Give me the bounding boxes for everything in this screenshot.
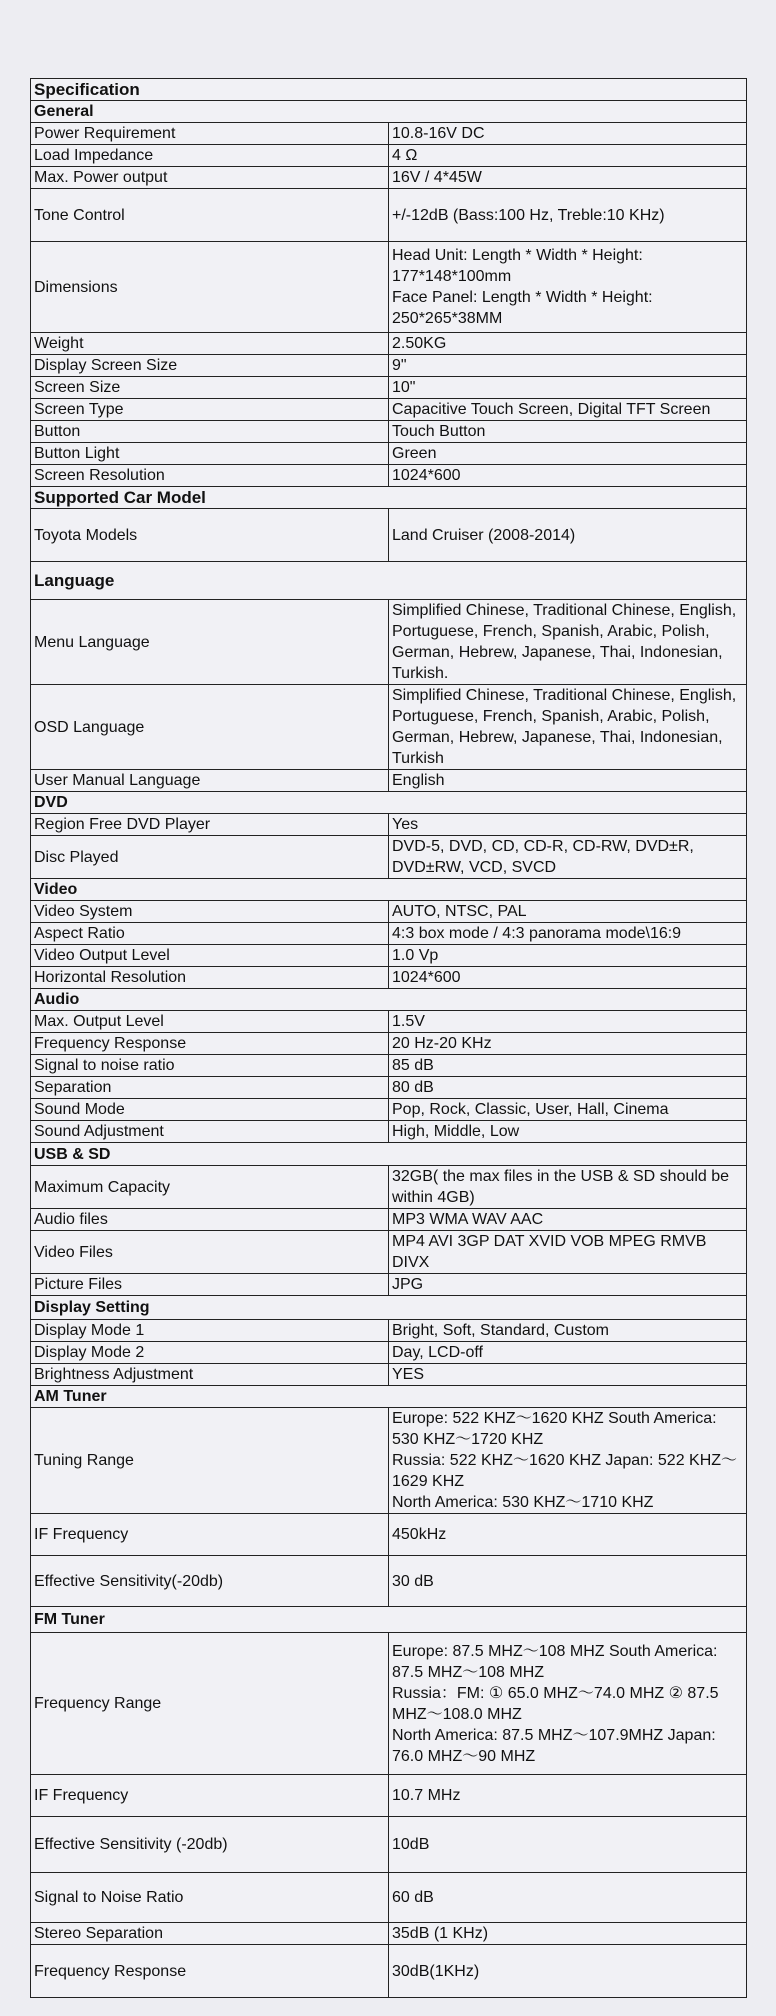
spec-row-stereo-separation: [31, 1923, 747, 1945]
section-title: Specification: [31, 79, 747, 101]
spec-value: 32GB( the max files in the USB & SD should be within 4GB): [389, 1166, 747, 1209]
spec-value: 10.8-16V DC: [389, 123, 747, 145]
spec-label: Disc Played: [31, 836, 389, 879]
spec-row-display-mode-1: [31, 1320, 747, 1342]
spec-row-horizontal-resolution: [31, 967, 747, 989]
spec-label: Tone Control: [31, 189, 389, 242]
spec-label: Sound Mode: [31, 1099, 389, 1121]
spec-value: JPG: [389, 1274, 747, 1296]
spec-value: 35dB (1 KHz): [389, 1923, 747, 1945]
spec-label: Dimensions: [31, 242, 389, 333]
section-title: Supported Car Model: [31, 487, 747, 509]
spec-label: Load Impedance: [31, 145, 389, 167]
spec-label: User Manual Language: [31, 770, 389, 792]
spec-row-frequency-response: [31, 1945, 747, 1998]
spec-row-osd-language: [31, 685, 747, 770]
spec-value: 1024*600: [389, 465, 747, 487]
spec-value: 450kHz: [389, 1514, 747, 1556]
spec-value: English: [389, 770, 747, 792]
spec-row-region-free-dvd-player: [31, 814, 747, 836]
section-header-video: [31, 879, 747, 901]
spec-value: Pop, Rock, Classic, User, Hall, Cinema: [389, 1099, 747, 1121]
spec-value: MP3 WMA WAV AAC: [389, 1209, 747, 1231]
spec-value: 10.7 MHz: [389, 1775, 747, 1817]
section-title: DVD: [31, 792, 747, 814]
spec-label: Tuning Range: [31, 1408, 389, 1514]
spec-row-display-screen-size: [31, 355, 747, 377]
spec-row-screen-type: [31, 399, 747, 421]
spec-value: Touch Button: [389, 421, 747, 443]
spec-row-toyota-models: [31, 509, 747, 562]
spec-row-effective-sensitivity-20db: [31, 1817, 747, 1873]
spec-row-sound-adjustment: [31, 1121, 747, 1143]
spec-value: 4 Ω: [389, 145, 747, 167]
spec-label: OSD Language: [31, 685, 389, 770]
spec-label: Stereo Separation: [31, 1923, 389, 1945]
spec-label: Screen Size: [31, 377, 389, 399]
spec-label: Display Screen Size: [31, 355, 389, 377]
spec-label: Picture Files: [31, 1274, 389, 1296]
spec-row-video-output-level: [31, 945, 747, 967]
spec-value: 16V / 4*45W: [389, 167, 747, 189]
spec-label: Frequency Range: [31, 1633, 389, 1775]
spec-label: Menu Language: [31, 600, 389, 685]
spec-value: Yes: [389, 814, 747, 836]
spec-row-audio-files: [31, 1209, 747, 1231]
section-title: Audio: [31, 989, 747, 1011]
spec-row-sound-mode: [31, 1099, 747, 1121]
spec-value: 60 dB: [389, 1873, 747, 1923]
specification-table: [30, 78, 747, 1998]
section-header-am-tuner: [31, 1386, 747, 1408]
spec-value: High, Middle, Low: [389, 1121, 747, 1143]
spec-row-brightness-adjustment: [31, 1364, 747, 1386]
spec-label: Toyota Models: [31, 509, 389, 562]
spec-label: Region Free DVD Player: [31, 814, 389, 836]
spec-label: Screen Resolution: [31, 465, 389, 487]
spec-label: Display Mode 2: [31, 1342, 389, 1364]
spec-label: Frequency Response: [31, 1033, 389, 1055]
spec-row-disc-played: [31, 836, 747, 879]
section-header-language: [31, 562, 747, 600]
spec-value: Green: [389, 443, 747, 465]
spec-label: Aspect Ratio: [31, 923, 389, 945]
spec-row-weight: [31, 333, 747, 355]
spec-label: Brightness Adjustment: [31, 1364, 389, 1386]
spec-row-frequency-response: [31, 1033, 747, 1055]
spec-label: IF Frequency: [31, 1514, 389, 1556]
spec-row-signal-to-noise-ratio: [31, 1873, 747, 1923]
spec-label: Frequency Response: [31, 1945, 389, 1998]
spec-row-load-impedance: [31, 145, 747, 167]
spec-label: Button Light: [31, 443, 389, 465]
spec-row-signal-to-noise-ratio: [31, 1055, 747, 1077]
spec-value: MP4 AVI 3GP DAT XVID VOB MPEG RMVB DIVX: [389, 1231, 747, 1274]
spec-row-button: [31, 421, 747, 443]
section-header-dvd: [31, 792, 747, 814]
section-title: Video: [31, 879, 747, 901]
spec-label: Button: [31, 421, 389, 443]
spec-value: Simplified Chinese, Traditional Chinese, English, Portuguese, French, Spanish, Arabic, Polish, German, Hebrew, Japanese, Thai, Indonesian, Turkish: [389, 685, 747, 770]
section-title: AM Tuner: [31, 1386, 747, 1408]
spec-label: Weight: [31, 333, 389, 355]
spec-row-display-mode-2: [31, 1342, 747, 1364]
spec-row-aspect-ratio: [31, 923, 747, 945]
spec-row-max-output-level: [31, 1011, 747, 1033]
spec-row-screen-size: [31, 377, 747, 399]
spec-label: Video Files: [31, 1231, 389, 1274]
section-title: Language: [31, 562, 747, 600]
spec-label: Audio files: [31, 1209, 389, 1231]
spec-value: Europe: 522 KHZ～1620 KHZ South America: 530 KHZ～1720 KHZ Russia: 522 KHZ～1620 KHZ Japan: 522 KHZ～1629 KHZ North America: 530 KHZ～1710 KHZ: [389, 1408, 747, 1514]
spec-row-picture-files: [31, 1274, 747, 1296]
spec-label: Video Output Level: [31, 945, 389, 967]
spec-label: Display Mode 1: [31, 1320, 389, 1342]
spec-row-video-system: [31, 901, 747, 923]
section-header-usb-sd: [31, 1143, 747, 1166]
spec-row-power-requirement: [31, 123, 747, 145]
spec-value: +/-12dB (Bass:100 Hz, Treble:10 KHz): [389, 189, 747, 242]
spec-label: Separation: [31, 1077, 389, 1099]
spec-value: 20 Hz-20 KHz: [389, 1033, 747, 1055]
spec-label: Effective Sensitivity (-20db): [31, 1817, 389, 1873]
section-title: Display Setting: [31, 1296, 747, 1320]
section-header-specification: [31, 79, 747, 101]
section-header-display-setting: [31, 1296, 747, 1320]
section-header-general: [31, 101, 747, 123]
section-header-audio: [31, 989, 747, 1011]
spec-row-video-files: [31, 1231, 747, 1274]
spec-value: Land Cruiser (2008-2014): [389, 509, 747, 562]
spec-row-tuning-range: [31, 1408, 747, 1514]
spec-row-screen-resolution: [31, 465, 747, 487]
spec-label: Power Requirement: [31, 123, 389, 145]
spec-row-effective-sensitivity-20db: [31, 1556, 747, 1607]
spec-value: 30 dB: [389, 1556, 747, 1607]
spec-value: Simplified Chinese, Traditional Chinese, English, Portuguese, French, Spanish, Arabic, Polish, German, Hebrew, Japanese, Thai, Indonesian, Turkish.: [389, 600, 747, 685]
spec-value: 1024*600: [389, 967, 747, 989]
spec-value: 10dB: [389, 1817, 747, 1873]
spec-value: 10": [389, 377, 747, 399]
spec-row-button-light: [31, 443, 747, 465]
spec-label: Maximum Capacity: [31, 1166, 389, 1209]
spec-value: 30dB(1KHz): [389, 1945, 747, 1998]
spec-value: 1.0 Vp: [389, 945, 747, 967]
spec-value: YES: [389, 1364, 747, 1386]
spec-value: 80 dB: [389, 1077, 747, 1099]
spec-value: Bright, Soft, Standard, Custom: [389, 1320, 747, 1342]
spec-label: Video System: [31, 901, 389, 923]
section-header-supported-car-model: [31, 487, 747, 509]
spec-label: Screen Type: [31, 399, 389, 421]
spec-row-maximum-capacity: [31, 1166, 747, 1209]
spec-row-tone-control: [31, 189, 747, 242]
spec-row-if-frequency: [31, 1514, 747, 1556]
spec-label: Max. Output Level: [31, 1011, 389, 1033]
spec-label: IF Frequency: [31, 1775, 389, 1817]
section-title: FM Tuner: [31, 1607, 747, 1633]
spec-value: 1.5V: [389, 1011, 747, 1033]
section-header-fm-tuner: [31, 1607, 747, 1633]
spec-value: Europe: 87.5 MHZ～108 MHZ South America: 87.5 MHZ～108 MHZ Russia：FM: ① 65.0 MHZ～74.0 MHZ ② 87.5 MHZ～108.0 MHZ North America: 87.5 MHZ～107.9MHZ Japan: 76.0 MHZ～90 MHZ: [389, 1633, 747, 1775]
spec-label: Signal to noise ratio: [31, 1055, 389, 1077]
spec-label: Sound Adjustment: [31, 1121, 389, 1143]
spec-label: Signal to Noise Ratio: [31, 1873, 389, 1923]
spec-value: Capacitive Touch Screen, Digital TFT Screen: [389, 399, 747, 421]
spec-row-if-frequency: [31, 1775, 747, 1817]
spec-value: AUTO, NTSC, PAL: [389, 901, 747, 923]
spec-value: 2.50KG: [389, 333, 747, 355]
specification-table-body: [31, 79, 747, 1998]
spec-value: 9": [389, 355, 747, 377]
spec-value: Day, LCD-off: [389, 1342, 747, 1364]
spec-value: 4:3 box mode / 4:3 panorama mode\16:9: [389, 923, 747, 945]
spec-row-menu-language: [31, 600, 747, 685]
spec-row-max-power-output: [31, 167, 747, 189]
spec-label: Effective Sensitivity(-20db): [31, 1556, 389, 1607]
spec-value: DVD-5, DVD, CD, CD-R, CD-RW, DVD±R, DVD±RW, VCD, SVCD: [389, 836, 747, 879]
spec-value: Head Unit: Length * Width * Height: 177*148*100mm Face Panel: Length * Width * Height: 250*265*38MM: [389, 242, 747, 333]
spec-label: Max. Power output: [31, 167, 389, 189]
section-title: General: [31, 101, 747, 123]
spec-row-frequency-range: [31, 1633, 747, 1775]
spec-row-dimensions: [31, 242, 747, 333]
spec-row-user-manual-language: [31, 770, 747, 792]
section-title: USB & SD: [31, 1143, 747, 1166]
spec-value: 85 dB: [389, 1055, 747, 1077]
spec-row-separation: [31, 1077, 747, 1099]
spec-label: Horizontal Resolution: [31, 967, 389, 989]
